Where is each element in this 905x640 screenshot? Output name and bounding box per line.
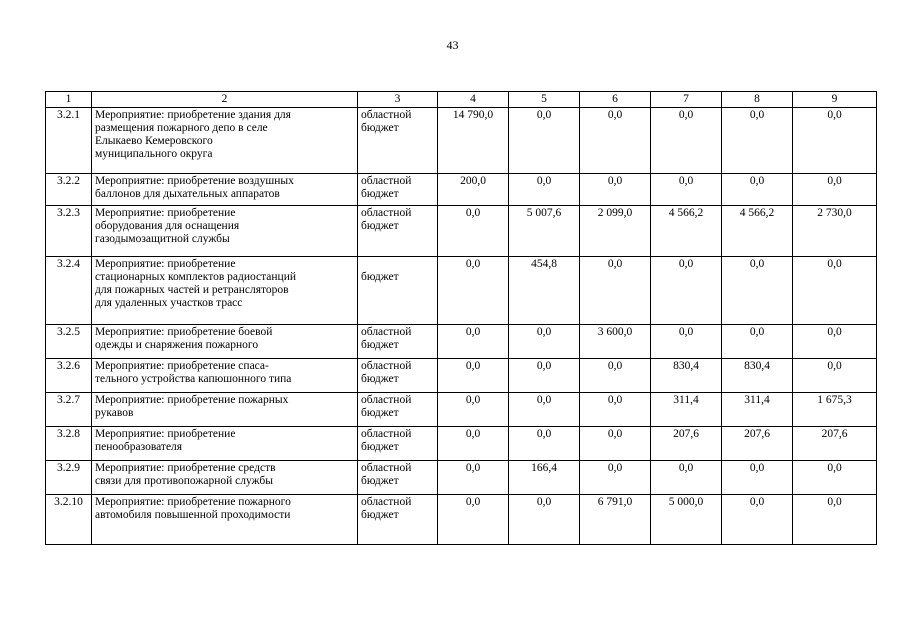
row-value: 200,0 bbox=[438, 174, 509, 206]
column-header: 3 bbox=[358, 92, 438, 108]
row-value: 0,0 bbox=[793, 257, 877, 325]
row-value: 207,6 bbox=[651, 427, 722, 461]
table-row bbox=[46, 461, 877, 495]
page-number: 43 bbox=[446, 38, 459, 52]
row-value: 0,0 bbox=[722, 325, 793, 359]
table-row bbox=[46, 495, 877, 545]
program-table bbox=[45, 91, 877, 545]
row-value: 0,0 bbox=[722, 174, 793, 206]
column-header: 5 bbox=[509, 92, 580, 108]
row-value: 311,4 bbox=[722, 393, 793, 427]
row-value: 0,0 bbox=[793, 108, 877, 174]
row-value: 0,0 bbox=[438, 393, 509, 427]
row-value: 0,0 bbox=[722, 257, 793, 325]
column-header: 8 bbox=[722, 92, 793, 108]
row-value: 0,0 bbox=[438, 495, 509, 545]
row-value: 0,0 bbox=[509, 495, 580, 545]
row-source: областной бюджет bbox=[358, 174, 438, 206]
row-value: 0,0 bbox=[793, 495, 877, 545]
row-value: 0,0 bbox=[580, 174, 651, 206]
row-value: 2 730,0 bbox=[793, 206, 877, 257]
row-value: 0,0 bbox=[651, 461, 722, 495]
row-source: областной бюджет bbox=[358, 206, 438, 257]
row-value: 0,0 bbox=[651, 325, 722, 359]
row-value: 207,6 bbox=[722, 427, 793, 461]
row-source: областной бюджет bbox=[358, 495, 438, 545]
row-code: 3.2.3 bbox=[46, 206, 92, 257]
row-value: 4 566,2 bbox=[722, 206, 793, 257]
row-name: Мероприятие: приобретение пенообразователя bbox=[92, 427, 358, 461]
row-value: 0,0 bbox=[651, 257, 722, 325]
row-value: 4 566,2 bbox=[651, 206, 722, 257]
row-source: областной бюджет bbox=[358, 108, 438, 174]
row-value: 0,0 bbox=[580, 257, 651, 325]
row-value: 311,4 bbox=[651, 393, 722, 427]
row-code: 3.2.2 bbox=[46, 174, 92, 206]
table-row bbox=[46, 257, 877, 325]
column-header: 7 bbox=[651, 92, 722, 108]
column-header: 6 bbox=[580, 92, 651, 108]
row-value: 0,0 bbox=[509, 359, 580, 393]
row-value: 0,0 bbox=[438, 461, 509, 495]
row-value: 0,0 bbox=[438, 257, 509, 325]
row-name: Мероприятие: приобретение оборудования для оснащения газодымозащитной службы bbox=[92, 206, 358, 257]
row-name: Мероприятие: приобретение спаса- тельного устройства капюшонного типа bbox=[92, 359, 358, 393]
table-row bbox=[46, 393, 877, 427]
table-row bbox=[46, 325, 877, 359]
table-row bbox=[46, 174, 877, 206]
row-value: 0,0 bbox=[580, 461, 651, 495]
row-value: 0,0 bbox=[438, 325, 509, 359]
row-value: 830,4 bbox=[651, 359, 722, 393]
row-value: 166,4 bbox=[509, 461, 580, 495]
row-value: 0,0 bbox=[438, 206, 509, 257]
row-value: 0,0 bbox=[722, 495, 793, 545]
column-header: 9 bbox=[793, 92, 877, 108]
row-value: 454,8 bbox=[509, 257, 580, 325]
row-value: 0,0 bbox=[580, 427, 651, 461]
row-source: областной бюджет bbox=[358, 359, 438, 393]
row-code: 3.2.8 bbox=[46, 427, 92, 461]
row-value: 0,0 bbox=[793, 174, 877, 206]
row-source: областной бюджет bbox=[358, 427, 438, 461]
row-source: областной бюджет bbox=[358, 393, 438, 427]
row-code: 3.2.4 bbox=[46, 257, 92, 325]
row-code: 3.2.9 bbox=[46, 461, 92, 495]
row-name: Мероприятие: приобретение здания для размещения пожарного депо в селе Елыкаево Кемеровского муниципального округа bbox=[92, 108, 358, 174]
row-value: 0,0 bbox=[580, 359, 651, 393]
row-name: Мероприятие: приобретение стационарных комплектов радиостанций для пожарных частей и ретрансляторов для удаленных участков трасс bbox=[92, 257, 358, 325]
row-name: Мероприятие: приобретение средств связи для противопожарной службы bbox=[92, 461, 358, 495]
row-name: Мероприятие: приобретение боевой одежды и снаряжения пожарного bbox=[92, 325, 358, 359]
row-name: Мероприятие: приобретение пожарного автомобиля повышенной проходимости bbox=[92, 495, 358, 545]
row-value: 207,6 bbox=[793, 427, 877, 461]
row-value: 0,0 bbox=[438, 359, 509, 393]
row-value: 6 791,0 bbox=[580, 495, 651, 545]
row-value: 2 099,0 bbox=[580, 206, 651, 257]
row-value: 14 790,0 bbox=[438, 108, 509, 174]
row-value: 0,0 bbox=[793, 359, 877, 393]
row-name: Мероприятие: приобретение пожарных рукавов bbox=[92, 393, 358, 427]
row-value: 0,0 bbox=[793, 325, 877, 359]
row-value: 0,0 bbox=[580, 393, 651, 427]
table-row bbox=[46, 427, 877, 461]
row-value: 0,0 bbox=[651, 174, 722, 206]
row-source: областной бюджет bbox=[358, 325, 438, 359]
row-code: 3.2.6 bbox=[46, 359, 92, 393]
row-value: 0,0 bbox=[722, 108, 793, 174]
row-value: 0,0 bbox=[793, 461, 877, 495]
row-code: 3.2.1 bbox=[46, 108, 92, 174]
row-code: 3.2.5 bbox=[46, 325, 92, 359]
row-value: 0,0 bbox=[509, 325, 580, 359]
row-value: 830,4 bbox=[722, 359, 793, 393]
row-value: 5 007,6 bbox=[509, 206, 580, 257]
column-header: 4 bbox=[438, 92, 509, 108]
table-row bbox=[46, 359, 877, 393]
row-value: 0,0 bbox=[509, 393, 580, 427]
table-header-row bbox=[46, 92, 877, 108]
column-header: 1 bbox=[46, 92, 92, 108]
row-value: 0,0 bbox=[722, 461, 793, 495]
row-value: 0,0 bbox=[438, 427, 509, 461]
row-source: бюджет bbox=[358, 257, 438, 325]
row-name: Мероприятие: приобретение воздушных баллонов для дыхательных аппаратов bbox=[92, 174, 358, 206]
row-code: 3.2.10 bbox=[46, 495, 92, 545]
row-value: 1 675,3 bbox=[793, 393, 877, 427]
row-value: 0,0 bbox=[580, 108, 651, 174]
column-header: 2 bbox=[92, 92, 358, 108]
row-value: 0,0 bbox=[509, 108, 580, 174]
row-value: 5 000,0 bbox=[651, 495, 722, 545]
table-row bbox=[46, 206, 877, 257]
row-value: 0,0 bbox=[509, 427, 580, 461]
row-value: 3 600,0 bbox=[580, 325, 651, 359]
row-source: областной бюджет bbox=[358, 461, 438, 495]
row-value: 0,0 bbox=[651, 108, 722, 174]
row-value: 0,0 bbox=[509, 174, 580, 206]
row-code: 3.2.7 bbox=[46, 393, 92, 427]
table-row bbox=[46, 108, 877, 174]
